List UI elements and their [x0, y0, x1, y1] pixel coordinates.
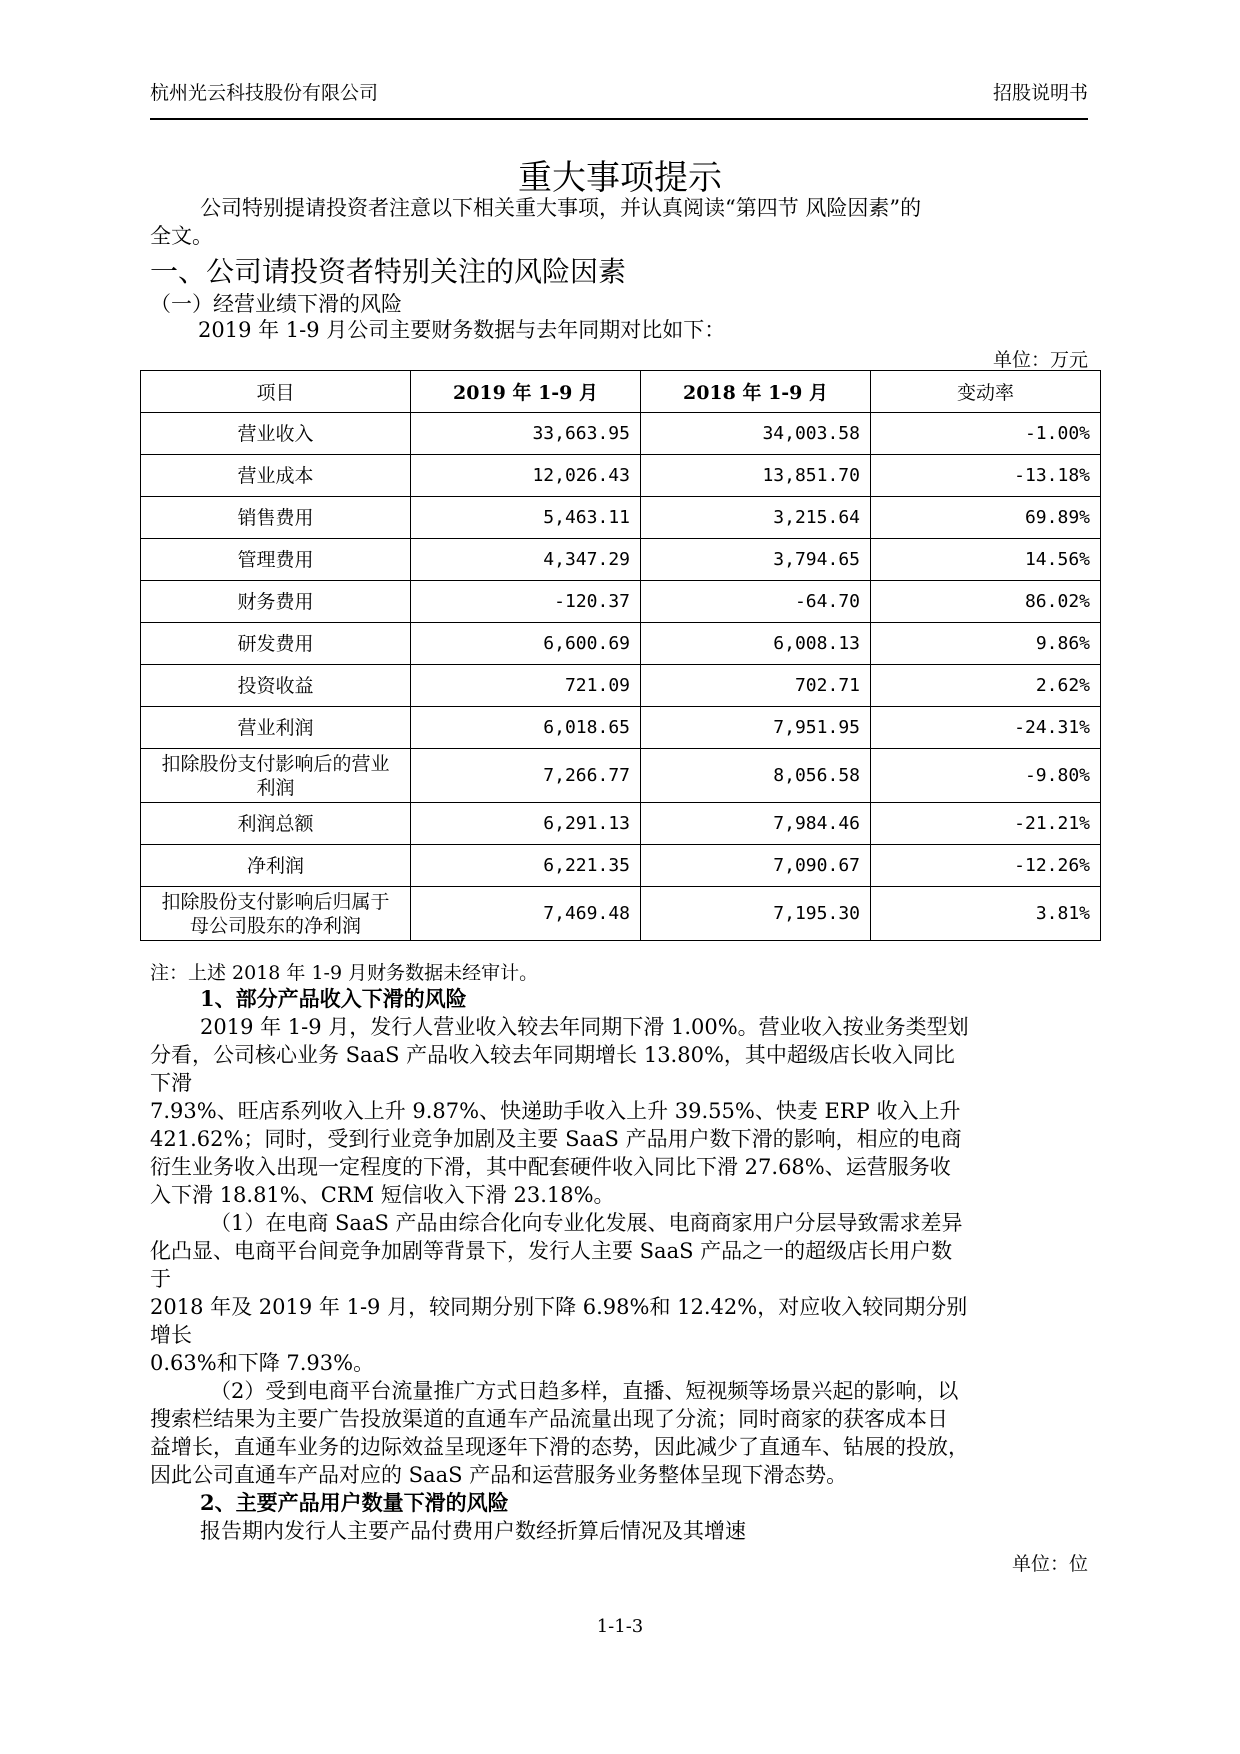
row-item: 净利润: [141, 845, 411, 887]
row-2019: 721.09: [411, 665, 641, 707]
row-2018: 13,851.70: [641, 455, 871, 497]
row-2018: -64.70: [641, 581, 871, 623]
row-2019: 7,266.77: [411, 749, 641, 803]
row-2018: 7,984.46: [641, 803, 871, 845]
risk1-p2-line: （1）在电商 SaaS 产品由综合化向专业化发展、电商商家用户分层导致需求差异: [210, 1211, 963, 1235]
header-divider: [150, 118, 1088, 120]
header-company: 杭州光云科技股份有限公司: [150, 82, 379, 104]
risk1-p1-line: 入下滑 18.81%、CRM 短信收入下滑 23.18%。: [150, 1183, 615, 1207]
risk1-p2-line: 于: [150, 1267, 171, 1291]
table-row: [141, 497, 1101, 539]
row-2019: 6,600.69: [411, 623, 641, 665]
intro-line-1: 公司特别提请投资者注意以下相关重大事项，并认真阅读“第四节 风险因素”的: [200, 196, 922, 220]
page-number: 1-1-3: [596, 1616, 644, 1637]
financial-table: [140, 370, 1101, 941]
row-change: 3.81%: [871, 887, 1101, 941]
row-item: 投资收益: [141, 665, 411, 707]
risk1-p2-line: 增长: [150, 1323, 192, 1347]
row-item: 利润总额: [141, 803, 411, 845]
row-2018: 34,003.58: [641, 413, 871, 455]
table-intro: 2019 年 1-9 月公司主要财务数据与去年同期对比如下：: [198, 318, 726, 342]
row-change: -13.18%: [871, 455, 1101, 497]
table-row: [141, 455, 1101, 497]
row-2019: 33,663.95: [411, 413, 641, 455]
row-item-line-1: 扣除股份支付影响后的营业: [161, 752, 390, 775]
risk1-p1-line: 衍生业务收入出现一定程度的下滑，其中配套硬件收入同比下滑 27.68%、运营服务收: [150, 1155, 951, 1179]
row-2019: 7,469.48: [411, 887, 641, 941]
risk1-p3-line: 搜索栏结果为主要广告投放渠道的直通车产品流量出现了分流；同时商家的获客成本日: [150, 1407, 948, 1431]
risk1-p3-line: 益增长，直通车业务的边际效益呈现逐年下滑的态势，因此减少了直通车、钻展的投放，: [150, 1435, 969, 1459]
row-change: 69.89%: [871, 497, 1101, 539]
row-item: 财务费用: [141, 581, 411, 623]
row-item: 管理费用: [141, 539, 411, 581]
table-row: [141, 539, 1101, 581]
section-heading: 一、公司请投资者特别关注的风险因素: [150, 255, 627, 288]
row-2019: 6,221.35: [411, 845, 641, 887]
risk1-p2-line: 2018 年及 2019 年 1-9 月，较同期分别下降 6.98%和 12.42%，对应收入较同期分别: [150, 1295, 968, 1319]
table-header-row: [141, 371, 1101, 413]
risk1-p1-line: 2019 年 1-9 月，发行人营业收入较去年同期下滑 1.00%。营业收入按业务类型划: [200, 1015, 969, 1039]
risk2-paragraph: 报告期内发行人主要产品付费用户数经折算后情况及其增速: [200, 1519, 746, 1543]
row-2019: 5,463.11: [411, 497, 641, 539]
col-header-2019: 2019 年 1-9 月: [411, 371, 641, 413]
row-item: 研发费用: [141, 623, 411, 665]
row-item: 销售费用: [141, 497, 411, 539]
row-2018: 3,215.64: [641, 497, 871, 539]
row-change: -9.80%: [871, 749, 1101, 803]
row-2019: -120.37: [411, 581, 641, 623]
row-item-line-1: 扣除股份支付影响后归属于: [161, 890, 390, 913]
risk1-p3-line: （2）受到电商平台流量推广方式日趋多样，直播、短视频等场景兴起的影响，以: [210, 1379, 959, 1403]
intro-line-2: 全文。: [150, 224, 213, 248]
row-2019: 6,018.65: [411, 707, 641, 749]
table-row: [141, 413, 1101, 455]
col-header-2018: 2018 年 1-9 月: [641, 371, 871, 413]
table-unit: 单位：万元: [992, 349, 1088, 371]
risk1-p1-line: 421.62%；同时，受到行业竞争加剧及主要 SaaS 产品用户数下滑的影响，相应的电商: [150, 1127, 962, 1151]
row-change: 9.86%: [871, 623, 1101, 665]
table-row: [141, 803, 1101, 845]
risk1-p2-line: 0.63%和下降 7.93%。: [150, 1351, 375, 1375]
table-row: [141, 665, 1101, 707]
row-2019: 12,026.43: [411, 455, 641, 497]
row-2018: 7,195.30: [641, 887, 871, 941]
table-row: [141, 845, 1101, 887]
row-2018: 8,056.58: [641, 749, 871, 803]
row-item-line-2: 母公司股东的净利润: [189, 914, 361, 937]
row-change: 2.62%: [871, 665, 1101, 707]
row-2018: 6,008.13: [641, 623, 871, 665]
subsection-heading: （一）经营业绩下滑的风险: [150, 292, 402, 316]
row-change: -12.26%: [871, 845, 1101, 887]
row-2018: 3,794.65: [641, 539, 871, 581]
row-item: 营业收入: [141, 413, 411, 455]
risk1-heading: 1、部分产品收入下滑的风险: [200, 986, 467, 1011]
risk2-unit: 单位：位: [1011, 1553, 1088, 1575]
table-row: [141, 623, 1101, 665]
row-change: -21.21%: [871, 803, 1101, 845]
row-2018: 7,090.67: [641, 845, 871, 887]
row-change: 86.02%: [871, 581, 1101, 623]
header-doc-type: 招股说明书: [992, 82, 1088, 104]
row-2018: 702.71: [641, 665, 871, 707]
table-row: [141, 887, 1101, 941]
risk1-p1-line: 分看，公司核心业务 SaaS 产品收入较去年同期增长 13.80%，其中超级店长收入同比: [150, 1043, 955, 1067]
table-row: [141, 749, 1101, 803]
row-item-line-2: 利润: [256, 776, 295, 799]
risk1-p3-line: 因此公司直通车产品对应的 SaaS 产品和运营服务业务整体呈现下滑态势。: [150, 1463, 848, 1487]
row-2018: 7,951.95: [641, 707, 871, 749]
row-2019: 6,291.13: [411, 803, 641, 845]
col-header-item: 项目: [141, 371, 411, 413]
row-item: 营业成本: [141, 455, 411, 497]
row-change: -24.31%: [871, 707, 1101, 749]
col-header-change: 变动率: [871, 371, 1101, 413]
row-item: [141, 749, 411, 803]
row-item: 营业利润: [141, 707, 411, 749]
table-note: 注：上述 2018 年 1-9 月财务数据未经审计。: [150, 962, 539, 984]
row-2019: 4,347.29: [411, 539, 641, 581]
row-change: 14.56%: [871, 539, 1101, 581]
page-title: 重大事项提示: [518, 158, 722, 198]
risk2-heading: 2、主要产品用户数量下滑的风险: [200, 1490, 509, 1515]
risk1-p1-line: 下滑: [150, 1071, 192, 1095]
table-row: [141, 581, 1101, 623]
risk1-p2-line: 化凸显、电商平台间竞争加剧等背景下，发行人主要 SaaS 产品之一的超级店长用户数: [150, 1239, 953, 1263]
row-item: [141, 887, 411, 941]
risk1-p1-line: 7.93%、旺店系列收入上升 9.87%、快递助手收入上升 39.55%、快麦 ERP 收入上升: [150, 1099, 961, 1123]
table-row: [141, 707, 1101, 749]
row-change: -1.00%: [871, 413, 1101, 455]
